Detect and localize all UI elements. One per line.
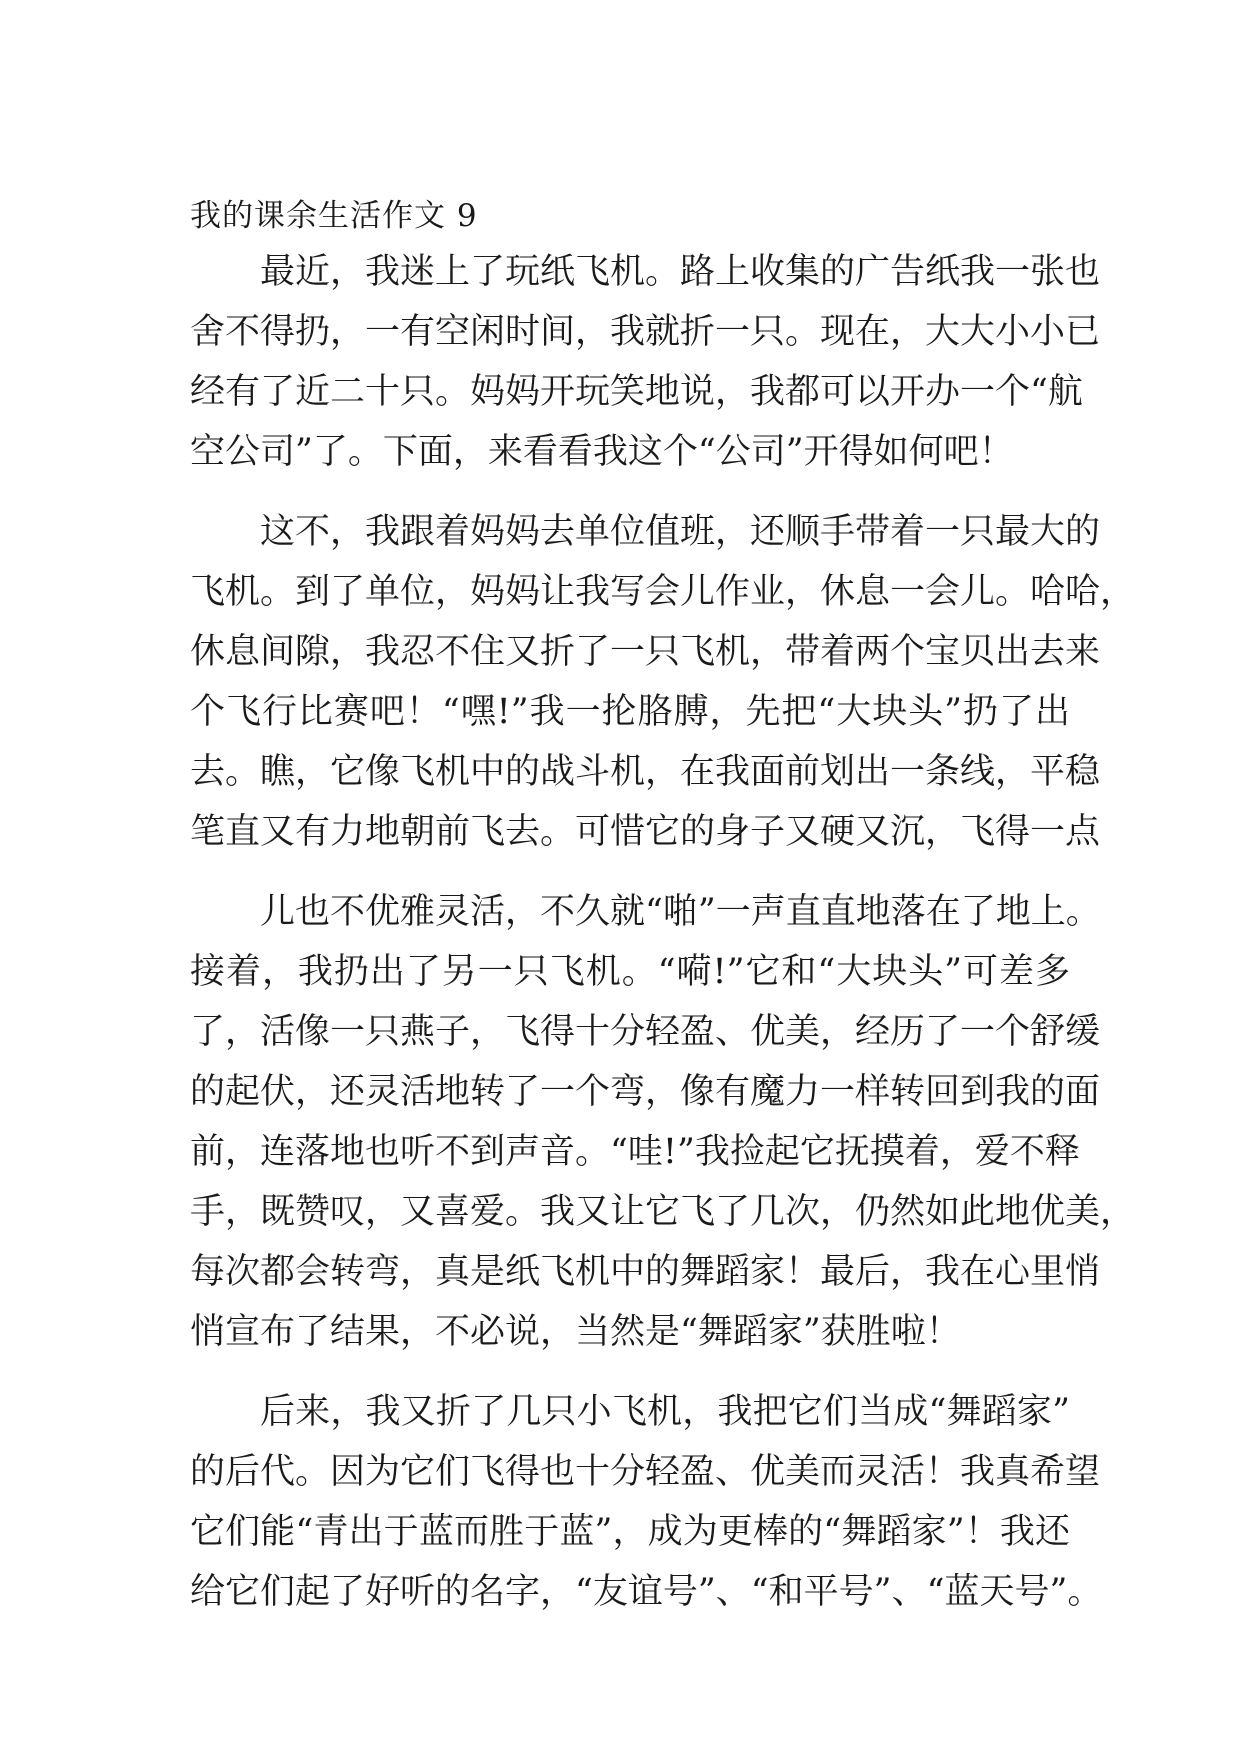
text-line: 去。瞧，它像飞机中的战斗机，在我面前划出一条线，平稳	[190, 752, 1101, 792]
text-line: 的后代。因为它们飞得也十分轻盈、优美而灵活！我真希望	[190, 1452, 1101, 1492]
text-line: 前，连落地也听不到声音。“哇!”我捡起它抚摸着，爱不释	[190, 1132, 1080, 1172]
text-line: 每次都会转弯，真是纸飞机中的舞蹈家！最后，我在心里悄	[190, 1252, 1101, 1292]
text-line: 了，活像一只燕子，飞得十分轻盈、优美，经历了一个舒缓	[190, 1012, 1101, 1052]
text-line: 悄宣布了结果，不必说，当然是“舞蹈家”获胜啦！	[190, 1312, 961, 1352]
document-title: 我的课余生活作文 9	[190, 198, 478, 234]
text-line: 的起伏，还灵活地转了一个弯，像有魔力一样转回到我的面	[190, 1072, 1101, 1112]
text-line: 儿也不优雅灵活，不久就“啪”一声直直地落在了地上。	[260, 892, 1101, 932]
text-line: 接着，我扔出了另一只飞机。“嗬!”它和“大块头”可差多	[190, 952, 1070, 992]
text-line: 这不，我跟着妈妈去单位值班，还顺手带着一只最大的	[260, 512, 1101, 552]
text-line: 给它们起了好听的名字，“友谊号”、“和平号”、“蓝天号”。	[190, 1572, 1103, 1612]
text-line: 手，既赞叹，又喜爱。我又让它飞了几次，仍然如此地优美，	[190, 1192, 1136, 1232]
text-line: 最近，我迷上了玩纸飞机。路上收集的广告纸我一张也	[260, 252, 1101, 292]
text-line: 经有了近二十只。妈妈开玩笑地说，我都可以开办一个“航	[190, 372, 1083, 412]
text-line: 个飞行比赛吧！“嘿!”我一抡胳膊，先把“大块头”扔了出	[190, 692, 1070, 732]
text-line: 休息间隙，我忍不住又折了一只飞机，带着两个宝贝出去来	[190, 632, 1101, 672]
text-line: 飞机。到了单位，妈妈让我写会儿作业，休息一会儿。哈哈，	[190, 572, 1136, 612]
text-line: 后来，我又折了几只小飞机，我把它们当成“舞蹈家”	[260, 1392, 1070, 1432]
text-line: 它们能“青出于蓝而胜于蓝”，成为更棒的“舞蹈家”！我还	[190, 1512, 1070, 1552]
text-line: 舍不得扔，一有空闲时间，我就折一只。现在，大大小小已	[190, 312, 1101, 352]
text-line: 空公司”了。下面，来看看我这个“公司”开得如何吧！	[190, 432, 1014, 472]
text-line: 笔直又有力地朝前飞去。可惜它的身子又硬又沉，飞得一点	[190, 812, 1101, 852]
